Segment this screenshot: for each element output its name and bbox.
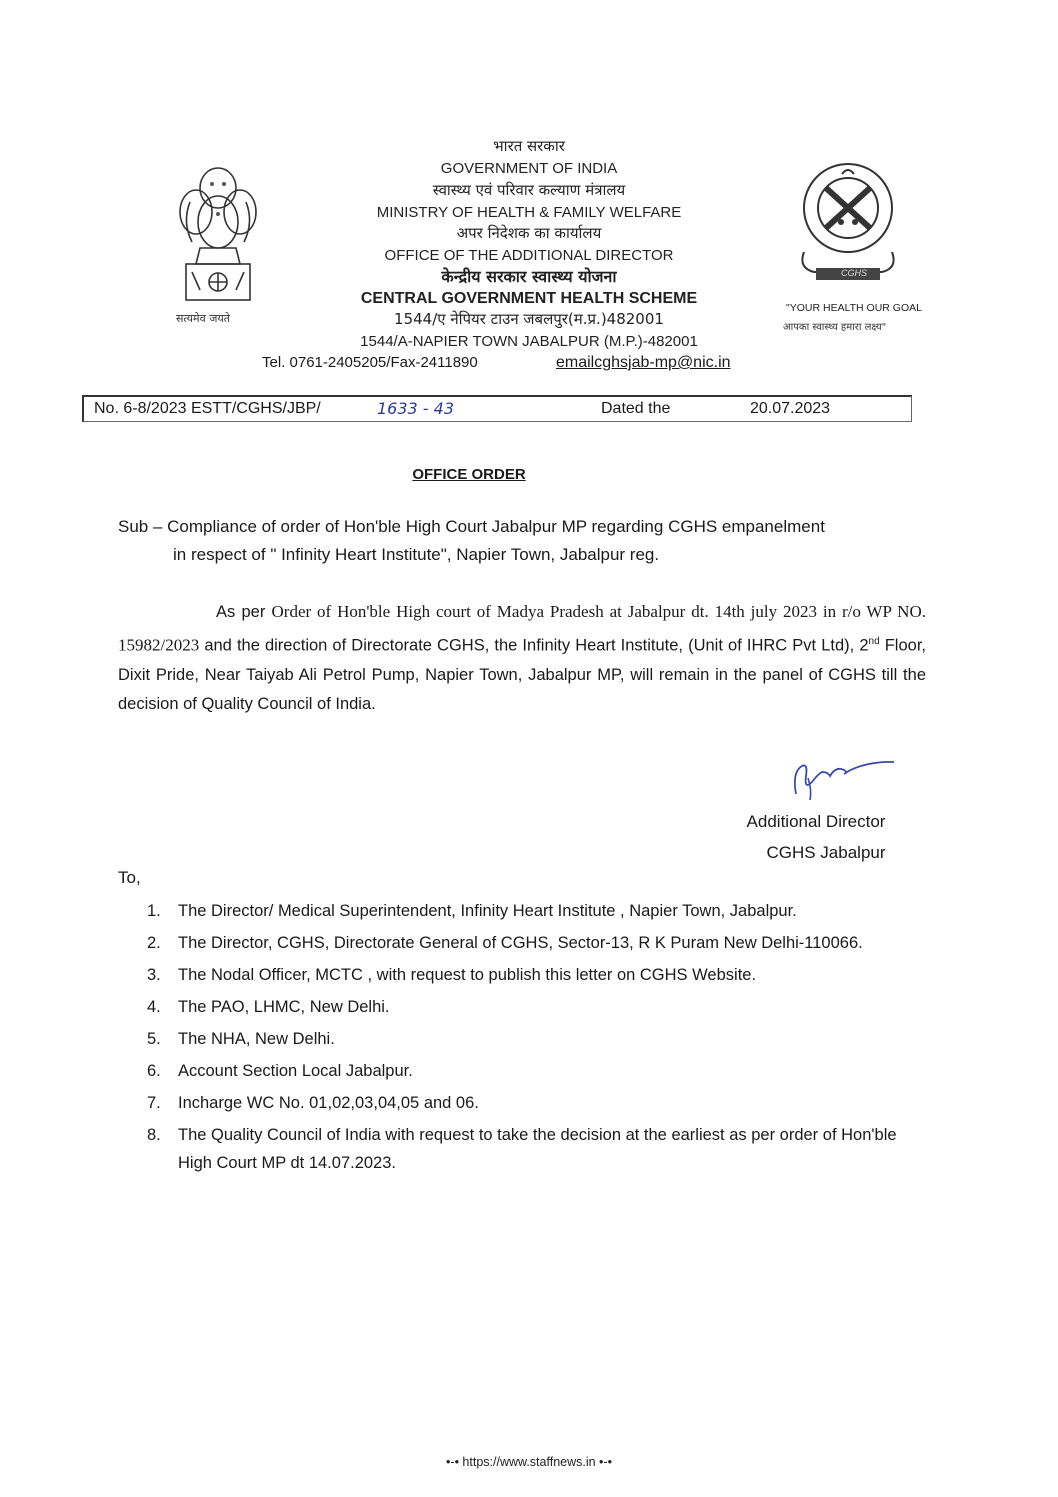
- dated-label: Dated the: [601, 400, 671, 417]
- header-hindi-office: अपर निदेशक का कार्यालय: [456, 224, 602, 242]
- reference-date: 20.07.2023: [750, 400, 831, 417]
- header-email[interactable]: emailcghsjab-mp@nic.in: [556, 354, 731, 371]
- header-address: 1544/A-NAPIER TOWN JABALPUR (M.P.)-482001: [360, 333, 698, 350]
- signatory-designation: Additional Director: [746, 812, 886, 831]
- subject-line-1: Sub – Compliance of order of Hon'ble High Court Jabalpur MP regarding CGHS empanelment: [118, 517, 825, 536]
- list-item: 6. Account Section Local Jabalpur.: [147, 1062, 413, 1080]
- body-order-text: Order of Hon'ble High court of Madya Pradesh at Jabalpur dt. 14th july 2023 in r/o WP NO. 15982/2023: [118, 602, 926, 655]
- header-office: OFFICE OF THE ADDITIONAL DIRECTOR: [384, 247, 674, 264]
- header-govt: GOVERNMENT OF INDIA: [440, 160, 618, 177]
- page-title: OFFICE ORDER: [412, 466, 526, 483]
- header-ministry: MINISTRY OF HEALTH & FAMILY WELFARE: [376, 204, 682, 221]
- list-item: 7. Incharge WC No. 01,02,03,04,05 and 06.: [147, 1094, 479, 1112]
- reference-box: [82, 395, 912, 422]
- body-indent: As per: [216, 603, 272, 621]
- header-hindi-address: 1544/ए नेपियर टाउन जबलपुर(म.प्र.)482001: [394, 310, 664, 328]
- body-paragraph: [118, 597, 926, 719]
- signatory-office: CGHS Jabalpur: [766, 843, 886, 862]
- body-superscript: nd: [868, 636, 880, 647]
- reference-number: No. 6-8/2023 ESTT/CGHS/JBP/: [94, 400, 321, 417]
- logo-band-text: CGHS: [840, 268, 867, 278]
- logo-tagline-hindi: आपका स्वास्थ्य हमारा लक्ष्य": [783, 322, 887, 333]
- body-closing-text: Floor, Dixit Pride, Near Taiyab Ali Petrol Pump, Napier Town, Jabalpur MP, will remain in the panel of CGHS till the decision of Quality Council of India.: [118, 636, 926, 713]
- list-item: 1. The Director/ Medical Superintendent, Infinity Heart Institute , Napier Town, Jabalpur.: [147, 902, 797, 920]
- recipient-list: [147, 897, 917, 1181]
- footer-url[interactable]: •-• https://www.staffnews.in •-•: [446, 1455, 612, 1469]
- list-item: 3. The Nodal Officer, MCTC , with request to publish this letter on CGHS Website.: [147, 966, 757, 984]
- header-scheme: CENTRAL GOVERNMENT HEALTH SCHEME: [360, 290, 698, 307]
- emblem-motto: सत्यमेव जयते: [176, 312, 231, 325]
- subject: [118, 513, 938, 569]
- list-item: 2. The Director, CGHS, Directorate General of CGHS, Sector-13, R K Puram New Delhi-110066.: [147, 934, 863, 952]
- list-item: 8. The Quality Council of India with request to take the decision at the earliest as per order of Hon'ble High Court MP dt 14.07.2023.: [147, 1126, 897, 1172]
- to-label: To,: [118, 868, 141, 887]
- handwritten-number: 1633 - 43: [377, 399, 455, 418]
- header-hindi-ministry: स्वास्थ्य एवं परिवार कल्याण मंत्रालय: [432, 181, 626, 199]
- body-direction-text: and the direction of Directorate CGHS, the Infinity Heart Institute, (Unit of IHRC Pvt Ltd), 2: [199, 636, 869, 655]
- header-hindi-govt: भारत सरकार: [493, 137, 565, 155]
- header-tel: Tel. 0761-2405205/Fax-2411890: [262, 354, 478, 371]
- signature-mark: [782, 748, 902, 804]
- list-item: 4. The PAO, LHMC, New Delhi.: [147, 998, 390, 1016]
- header-hindi-scheme: केन्द्रीय सरकार स्वास्थ्य योजना: [441, 267, 617, 286]
- subject-line-2: in respect of " Infinity Heart Institute", Napier Town, Jabalpur reg.: [173, 545, 660, 564]
- logo-tagline: "YOUR HEALTH OUR GOAL: [786, 302, 922, 314]
- list-item: 5. The NHA, New Delhi.: [147, 1030, 335, 1048]
